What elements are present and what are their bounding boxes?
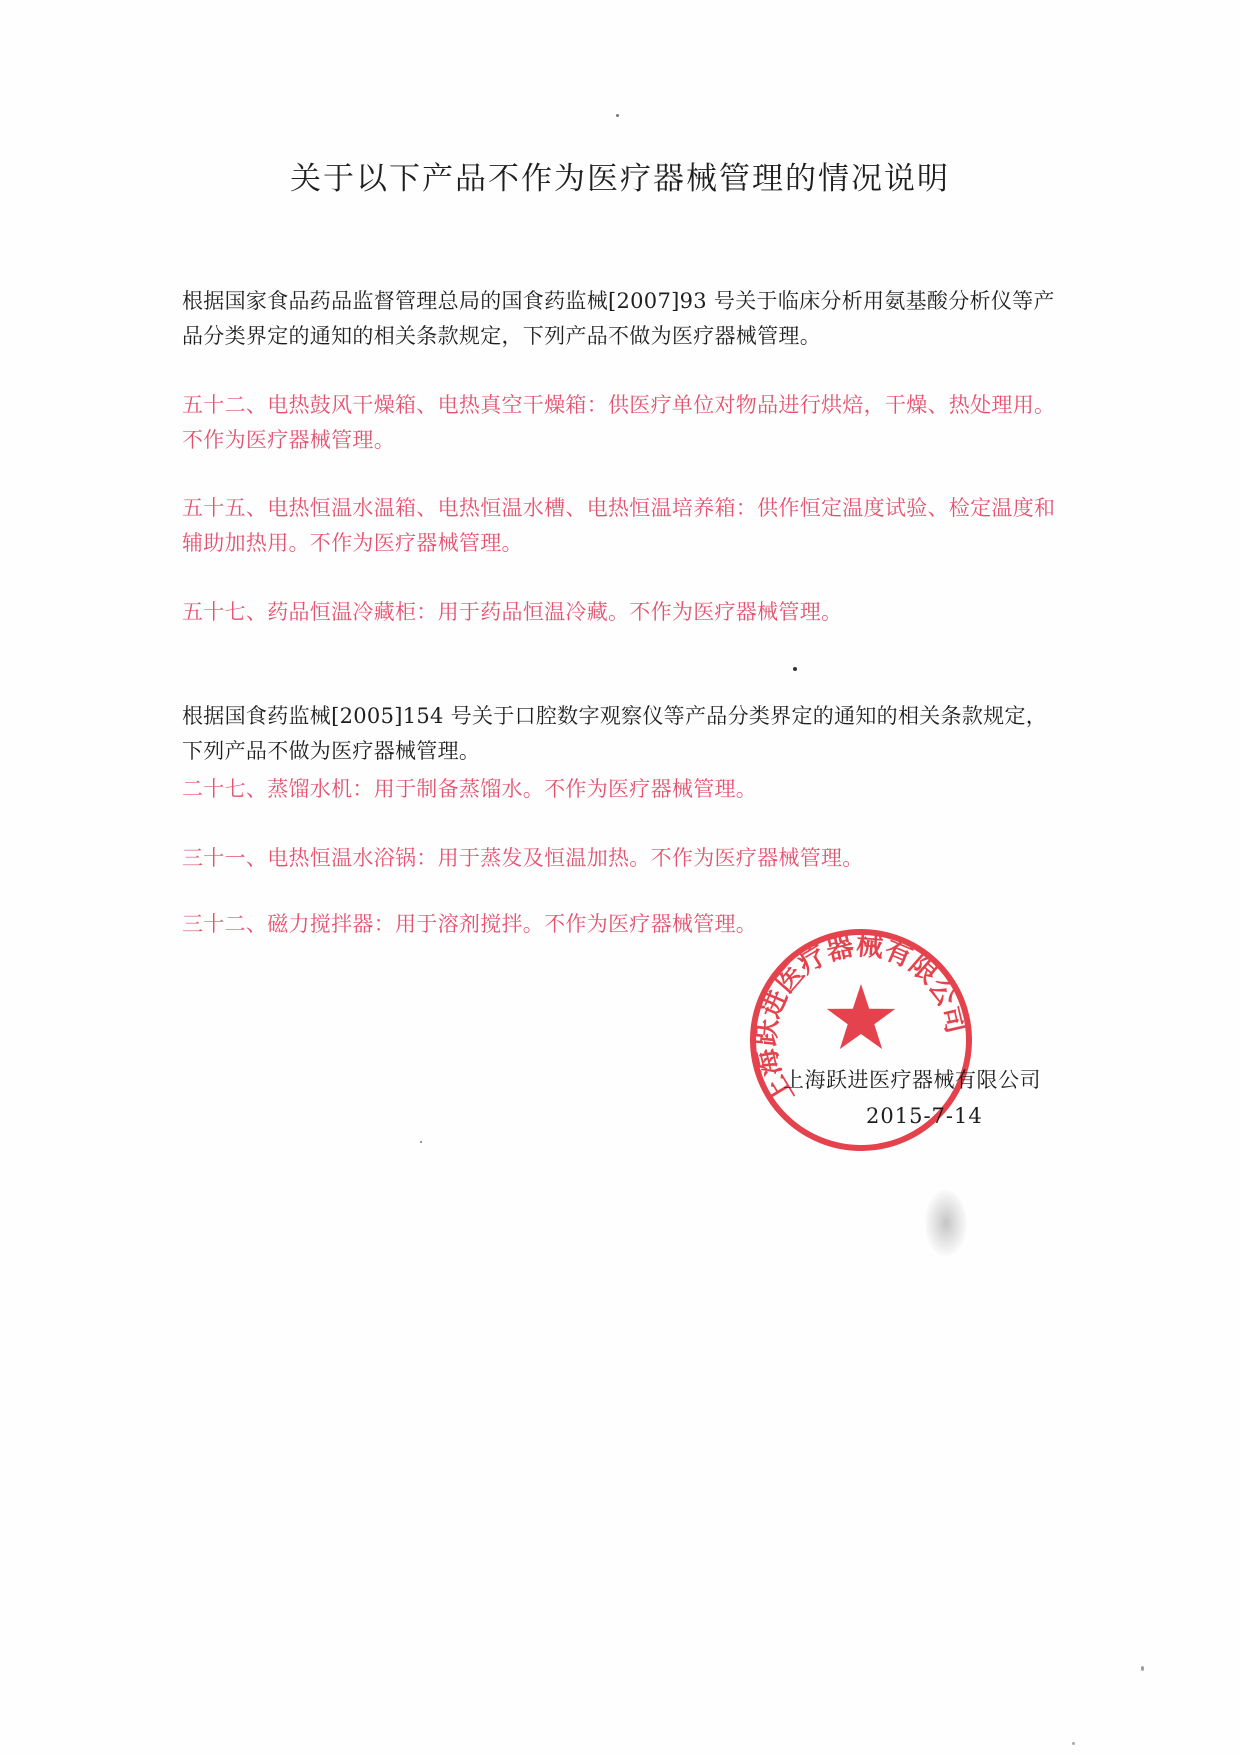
- scan-blotch: [925, 1190, 967, 1256]
- product-item-32: 三十二、磁力搅拌器：用于溶剂搅拌。不作为医疗器械管理。: [182, 912, 758, 936]
- basis-paragraph-2005: 根据国食药监械[2005]154 号关于口腔数字观察仪等产品分类界定的通知的相关条款规定，下列产品不做为医疗器械管理。: [182, 704, 1048, 763]
- star-icon: [827, 984, 895, 1049]
- document-title: 关于以下产品不作为医疗器械管理的情况说明: [290, 161, 950, 197]
- product-item-57: 五十七、药品恒温冷藏柜：用于药品恒温冷藏。不作为医疗器械管理。: [182, 600, 843, 624]
- scan-speck: [1141, 1666, 1144, 1671]
- seal-text: 上海跃进医疗器械有限公司: [750, 930, 972, 1110]
- scan-speck: [616, 114, 619, 117]
- scan-speck: [793, 667, 797, 671]
- signature-date: 2015-7-14: [866, 1104, 983, 1128]
- product-item-31: 三十一、电热恒温水浴锅：用于蒸发及恒温加热。不作为医疗器械管理。: [182, 846, 864, 870]
- basis-paragraph-2007: 根据国家食品药品监督管理总局的国食药监械[2007]93 号关于临床分析用氨基酸分析仪等产品分类界定的通知的相关条款规定，下列产品不做为医疗器械管理。: [182, 289, 1055, 348]
- product-item-55: 五十五、电热恒温水温箱、电热恒温水槽、电热恒温培养箱：供作恒定温度试验、检定温度和辅助加热用。不作为医疗器械管理。: [182, 496, 1056, 555]
- product-item-52: 五十二、电热鼓风干燥箱、电热真空干燥箱：供医疗单位对物品进行烘焙，干燥、热处理用。不作为医疗器械管理。: [182, 393, 1056, 452]
- product-item-27: 二十七、蒸馏水机：用于制备蒸馏水。不作为医疗器械管理。: [182, 777, 758, 801]
- scan-speck: [1072, 1742, 1075, 1745]
- signature-company: 上海跃进医疗器械有限公司: [783, 1068, 1041, 1092]
- scan-speck: [420, 1141, 422, 1143]
